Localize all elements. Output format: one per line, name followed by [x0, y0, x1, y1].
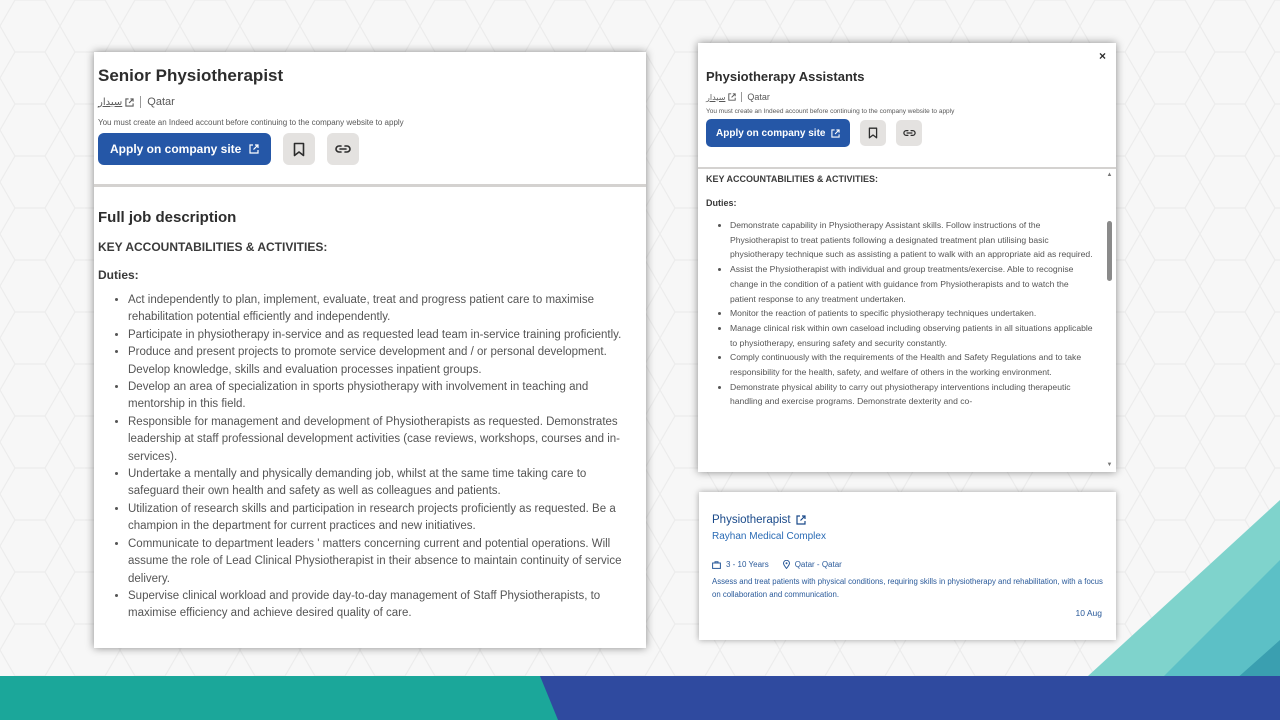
- list-item: • Undertake a mentally and physically demanding job, whilst at the same time taking care to safeguard their own health and safety as well as colleagues and patients.: [128, 466, 642, 501]
- company-link[interactable]: [98, 97, 134, 108]
- list-item: • Act independently to plan, implement, evaluate, treat and progress patient care to maximise rehabilitation potential efficiently and independently.: [128, 292, 642, 327]
- job-meta: [706, 92, 1108, 102]
- list-item: • Demonstrate capability in Physiotherapy Assistant skills. Follow instructions of the Physiotherapist to treat patients following a designated treatment plan utilising basic physiotherapy technique such as assisting a patient to walk with an appropriate aid as required.: [730, 218, 1096, 262]
- list-item: • Utilization of research skills and participation in research projects proficiently as requested. Be a champion in the department for current practices and new initiatives.: [128, 501, 642, 536]
- bookmark-icon: [868, 127, 878, 139]
- job-actions: [706, 119, 1108, 147]
- close-button[interactable]: ×: [1098, 49, 1106, 63]
- job-location: Qatar: [147, 96, 175, 108]
- location-pin-icon: [783, 560, 790, 569]
- list-item: • Develop an area of specialization in sports physiotherapy with involvement in teaching and mentorship in this field.: [128, 379, 642, 414]
- save-job-button[interactable]: [860, 120, 886, 146]
- briefcase-icon: [712, 561, 721, 569]
- job-description: [94, 187, 646, 623]
- job-header: [698, 43, 1116, 169]
- list-item: • Produce and present projects to promote service development and / or personal development. Develop knowledge, skills and evaluation processes inpatient groups.: [128, 344, 642, 379]
- job-card-content: [699, 492, 1116, 601]
- list-item: • Manage clinical risk within own caseload including observing patients in all situations applicable to physiotherapy, ensuring safety and security constantly.: [730, 321, 1096, 350]
- apply-label: Apply on company site: [110, 142, 242, 156]
- description-title: Full job description: [98, 209, 237, 226]
- account-notice: You must create an Indeed account before continuing to the company website to apply: [706, 108, 955, 115]
- experience-text: 3 - 10 Years: [726, 560, 769, 569]
- apply-button[interactable]: [98, 133, 271, 165]
- footer-band-navy: [540, 676, 1280, 720]
- duties-list: [98, 292, 642, 623]
- list-item: • Demonstrate physical ability to carry out physiotherapy interventions including therapeutic handling and exercise programs. Demonstrate dexterity and co-: [730, 380, 1096, 409]
- job-summary: Assess and treat patients with physical conditions, requiring skills in physiotherapy and rehabilitation, with a focus on collaboration and communication.: [712, 577, 1103, 599]
- job-title: Physiotherapist: [712, 514, 791, 526]
- scroll-up-arrow-icon[interactable]: ▲: [1106, 172, 1113, 178]
- job-meta: [712, 560, 1103, 569]
- job-card-senior-physiotherapist: [94, 52, 646, 648]
- experience: [712, 560, 769, 569]
- external-link-icon: [249, 144, 259, 154]
- job-title: Physiotherapy Assistants: [706, 69, 865, 84]
- save-job-button[interactable]: [283, 133, 315, 165]
- apply-button[interactable]: [706, 119, 850, 147]
- meta-separator: [741, 92, 742, 102]
- link-icon: [903, 129, 916, 137]
- scrollbar-thumb[interactable]: [1107, 221, 1112, 281]
- job-actions: [98, 133, 642, 165]
- job-card-physiotherapy-assistants: [698, 43, 1116, 472]
- account-notice: You must create an Indeed account before continuing to the company website to apply: [98, 118, 404, 127]
- job-title: Senior Physiotherapist: [98, 66, 284, 85]
- scrollbar[interactable]: [1106, 171, 1113, 469]
- external-link-icon: [125, 98, 134, 107]
- external-link-icon: [728, 93, 736, 101]
- duties-heading: Duties:: [98, 268, 139, 282]
- scroll-down-arrow-icon[interactable]: ▼: [1106, 462, 1113, 468]
- job-card-physiotherapist[interactable]: [699, 492, 1116, 640]
- job-title-link[interactable]: [712, 514, 806, 526]
- posted-date: 10 Aug: [1075, 608, 1102, 618]
- list-item: • Comply continuously with the requirements of the Health and Safety Regulations and to take responsibility for the health, safety, and welfare of others in the working environment.: [730, 350, 1096, 379]
- company-name: سيدار: [706, 92, 726, 102]
- list-item: • Monitor the reaction of patients to specific physiotherapy techniques undertaken.: [730, 306, 1096, 321]
- apply-label: Apply on company site: [716, 127, 826, 139]
- section-heading: KEY ACCOUNTABILITIES & ACTIVITIES:: [98, 240, 328, 254]
- bookmark-icon: [293, 142, 305, 157]
- duties-list: [706, 218, 1096, 409]
- company-name[interactable]: Rayhan Medical Complex: [712, 531, 826, 542]
- job-header: [94, 52, 646, 184]
- job-description: [698, 170, 1106, 472]
- job-meta: [98, 96, 642, 108]
- list-item: • Communicate to department leaders ' matters concerning current and potential operations. Will assume the role of Lead Clinical Physiotherapist in their absence to maintain continuity of service delivery.: [128, 536, 642, 588]
- job-location: Qatar: [747, 92, 770, 102]
- list-item: • Supervise clinical workload and provide day-to-day management of Staff Physiotherapists, to maximise efficiency and achieve desired quality of care.: [128, 588, 642, 623]
- list-item: • Responsible for management and development of Physiotherapists as requested. Demonstrates leadership at staff professional development activities (case reviews, workshops, courses and in-services).: [128, 414, 642, 466]
- location: [783, 560, 842, 569]
- copy-link-button[interactable]: [327, 133, 359, 165]
- list-item: • Assist the Physiotherapist with individual and group treatments/exercise. Able to recognise change in the condition of a patient with guidance from Physiotherapists and to watch the patient response to any treatment undertaken.: [730, 262, 1096, 306]
- meta-separator: [140, 96, 141, 108]
- link-icon: [335, 144, 351, 154]
- section-heading: KEY ACCOUNTABILITIES & ACTIVITIES:: [706, 174, 879, 184]
- external-link-icon: [796, 515, 806, 525]
- list-item: • Participate in physiotherapy in-service and as requested lead team in-service training proficiently.: [128, 327, 642, 344]
- copy-link-button[interactable]: [896, 120, 922, 146]
- external-link-icon: [831, 129, 840, 138]
- location-text: Qatar - Qatar: [794, 560, 842, 569]
- duties-heading: Duties:: [706, 198, 737, 208]
- company-link[interactable]: [706, 93, 736, 102]
- company-name: سيدار: [98, 96, 123, 108]
